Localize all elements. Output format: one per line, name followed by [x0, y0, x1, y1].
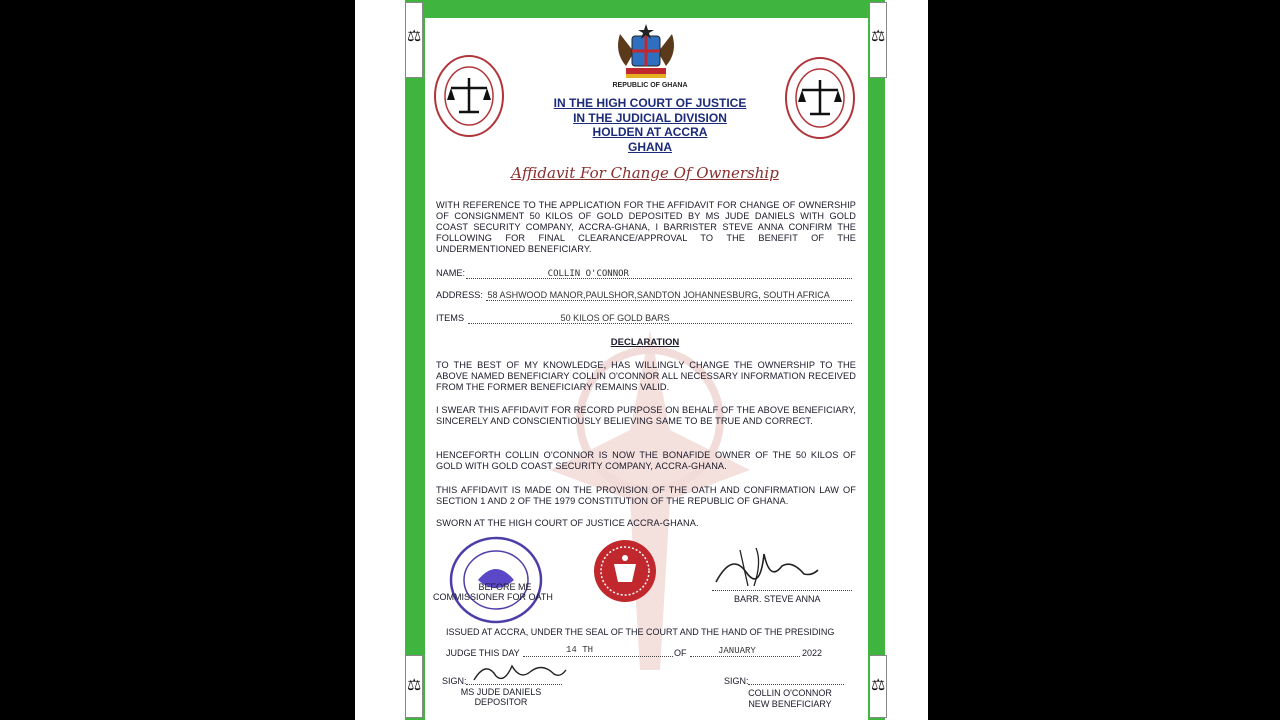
- court-line: HOLDEN AT ACCRA: [592, 125, 708, 139]
- dotted-line: [486, 300, 852, 301]
- court-heading: [520, 96, 780, 154]
- barrister-signature: [712, 542, 822, 590]
- document-title: Affidavit For Change Of Ownership: [511, 164, 779, 182]
- left-top-strip: [405, 2, 423, 78]
- court-line: IN THE HIGH COURT OF JUSTICE: [553, 96, 747, 110]
- judge-day: 14 TH: [566, 645, 594, 655]
- declaration-paragraph-4: THIS AFFIDAVIT IS MADE ON THE PROVISION OF THE OATH AND CONFIRMATION LAW OF SECTION 1 AND 2 OF THE 1979 CONSTITUTION OF THE REPUBLIC OF GHANA.: [436, 485, 856, 506]
- beneficiary-name: COLLIN O'CONNOR: [748, 688, 832, 698]
- before-me-label: BEFORE ME: [478, 582, 532, 592]
- declaration-paragraph-1: TO THE BEST OF MY KNOWLEDGE, HAS WILLINGLY CHANGE THE OWNERSHIP TO THE ABOVE NAMED BENEFICIARY COLLIN O'CONNOR ALL NECESSARY INFORMATION RECEIVED FROM THE FORMER BENEFICIARY REMAINS VALID.: [436, 360, 856, 392]
- name-value: COLLIN O'CONNOR: [547, 269, 629, 279]
- judge-month: JANUARY: [718, 646, 756, 656]
- declaration-heading: DECLARATION: [610, 337, 680, 348]
- dotted-line: [748, 684, 844, 685]
- scales-icon: ⚖: [871, 677, 886, 694]
- dotted-line: [712, 590, 852, 591]
- scales-icon: ⚖: [407, 677, 422, 694]
- barrister-name: BARR. STEVE ANNA: [734, 594, 821, 604]
- scales-icon: ⚖: [871, 28, 886, 45]
- coat-of-arms-icon: [612, 22, 680, 80]
- beneficiary-sign-label: SIGN:: [724, 676, 749, 686]
- right-bottom-strip: [869, 655, 887, 718]
- right-top-strip: [869, 2, 887, 78]
- republic-label: REPUBLIC OF GHANA: [612, 82, 688, 89]
- depositor-signature: [470, 656, 570, 686]
- address-field: [436, 290, 856, 300]
- address-label: ADDRESS:: [436, 290, 483, 300]
- high-court-seal-right: [784, 56, 856, 140]
- depositor-sign-label: SIGN:: [442, 676, 467, 686]
- judge-line-prefix: JUDGE THIS DAY: [446, 648, 520, 658]
- intro-paragraph: WITH REFERENCE TO THE APPLICATION FOR THE AFFIDAVIT FOR CHANGE OF OWNERSHIP OF CONSIGNMENT 50 KILOS OF GOLD DEPOSITED BY MS JUDE DANIELS WITH GOLD COAST SECURITY COMPANY, ACCRA-GHANA, I BARRISTER STEVE ANNA CONFIRM THE FOLLOWING FOR FINAL CLEARANCE/APPROVAL TO THE BENEFIT OF THE UNDERMENTIONED BENEFICIARY.: [436, 200, 856, 254]
- dotted-line: [690, 656, 800, 657]
- declaration-paragraph-2: I SWEAR THIS AFFIDAVIT FOR RECORD PURPOSE ON BEHALF OF THE ABOVE BENEFICIARY, SINCERELY AND CONSCIENTIOUSLY BELIEVING SAME TO BE TRUE AND CORRECT.: [436, 405, 856, 426]
- dotted-line: [468, 323, 852, 324]
- court-line: IN THE JUDICIAL DIVISION: [573, 110, 727, 125]
- dotted-line: [466, 684, 562, 685]
- depositor-role: DEPOSITOR: [474, 697, 528, 707]
- depositor-name: MS JUDE DANIELS: [460, 687, 542, 697]
- name-label: NAME:: [436, 268, 466, 278]
- judge-year: 2022: [802, 648, 823, 658]
- address-value: 58 ASHWOOD MANOR,PAULSHOR,SANDTON JOHANNESBURG, SOUTH AFRICA: [487, 290, 830, 300]
- items-label: ITEMS: [436, 313, 465, 323]
- dotted-line: [466, 278, 852, 279]
- judge-of: OF: [674, 648, 687, 658]
- high-court-seal-left: [433, 54, 505, 138]
- commissioner-seal: [448, 536, 544, 624]
- commissioner-label: COMMISSIONER FOR OATH: [433, 592, 553, 602]
- scales-icon: ⚖: [407, 28, 422, 45]
- left-bottom-strip: [405, 655, 423, 718]
- items-value: 50 KILOS OF GOLD BARS: [560, 313, 670, 323]
- sworn-statement: SWORN AT THE HIGH COURT OF JUSTICE ACCRA-GHANA.: [436, 518, 699, 528]
- red-court-seal: [592, 538, 658, 604]
- beneficiary-role: NEW BENEFICIARY: [748, 699, 832, 709]
- items-field: [436, 313, 856, 323]
- court-line: GHANA: [628, 139, 672, 154]
- issued-line: ISSUED AT ACCRA, UNDER THE SEAL OF THE COURT AND THE HAND OF THE PRESIDING: [446, 627, 835, 637]
- declaration-paragraph-3: HENCEFORTH COLLIN O'CONNOR IS NOW THE BONAFIDE OWNER OF THE 50 KILOS OF GOLD WITH GOLD COAST SECURITY COMPANY, ACCRA-GHANA.: [436, 450, 856, 471]
